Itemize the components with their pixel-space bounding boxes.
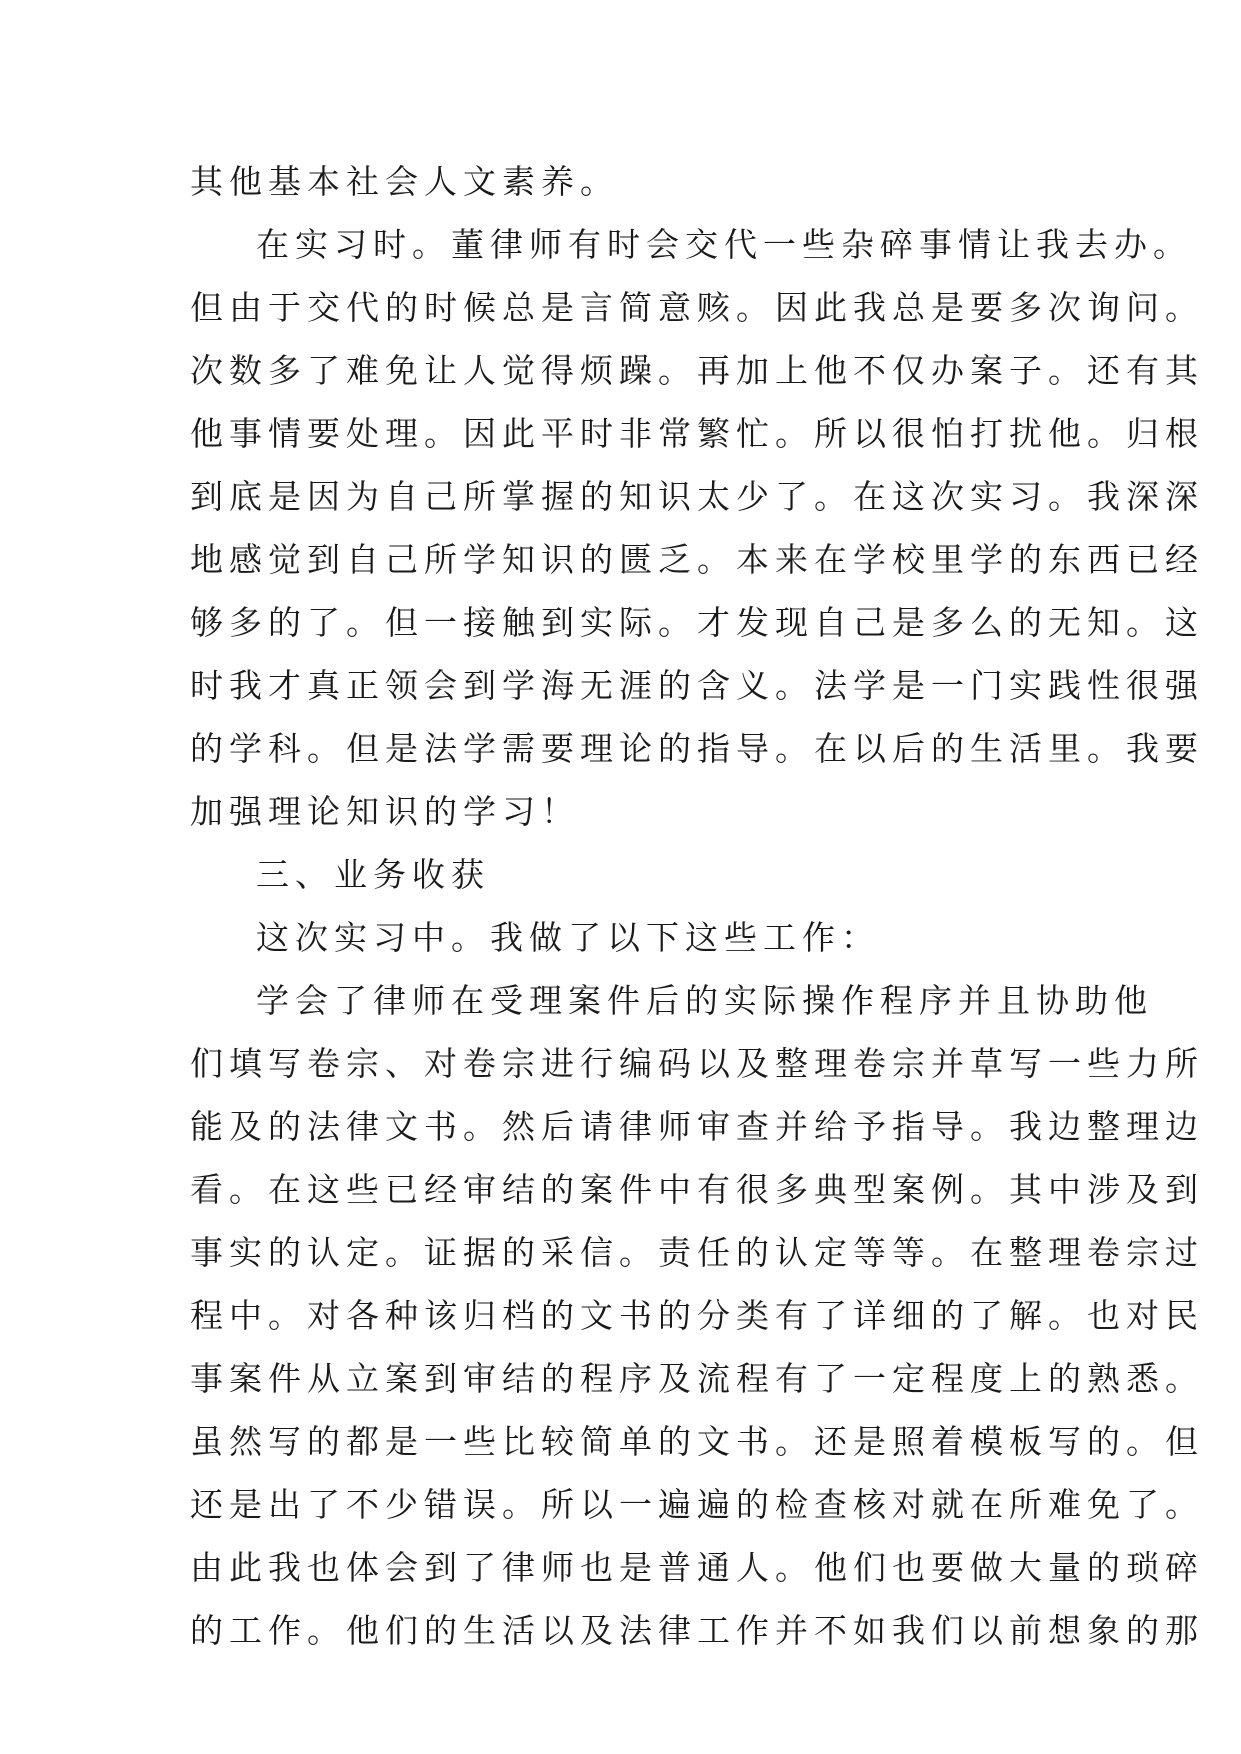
text-line: 由此我也体会到了律师也是普通人。他们也要做大量的琐碎 (190, 1548, 1204, 1587)
text-line: 地感觉到自己所学知识的匮乏。本来在学校里学的东西已经 (190, 540, 1204, 579)
body-text (190, 150, 1204, 1662)
text-line: 虽然写的都是一些比较简单的文书。还是照着模板写的。但 (190, 1422, 1204, 1461)
paragraph-start-line: 学会了律师在受理案件后的实际操作程序并且协助他 (256, 981, 1153, 1020)
text-line: 够多的了。但一接触到实际。才发现自己是多么的无知。这 (190, 603, 1204, 642)
text-line: 程中。对各种该归档的文书的分类有了详细的了解。也对民 (190, 1296, 1204, 1335)
paragraph-start-line: 这次实习中。我做了以下这些工作： (256, 918, 880, 957)
text-line: 能及的法律文书。然后请律师审查并给予指导。我边整理边 (190, 1107, 1204, 1146)
text-line: 时我才真正领会到学海无涯的含义。法学是一门实践性很强 (190, 666, 1204, 705)
paragraph-start-line: 在实习时。董律师有时会交代一些杂碎事情让我去办。 (256, 225, 1192, 264)
text-line: 其他基本社会人文素养。 (190, 162, 619, 201)
text-line: 的工作。他们的生活以及法律工作并不如我们以前想象的那 (190, 1611, 1204, 1650)
text-line: 但由于交代的时候总是言简意赅。因此我总是要多次询问。 (190, 288, 1204, 327)
text-line: 加强理论知识的学习！ (190, 792, 580, 831)
text-line: 事案件从立案到审结的程序及流程有了一定程度上的熟悉。 (190, 1359, 1204, 1398)
text-line: 还是出了不少错误。所以一遍遍的检查核对就在所难免了。 (190, 1485, 1204, 1524)
text-line: 的学科。但是法学需要理论的指导。在以后的生活里。我要 (190, 729, 1204, 768)
text-line: 们填写卷宗、对卷宗进行编码以及整理卷宗并草写一些力所 (190, 1044, 1204, 1083)
text-line: 到底是因为自己所掌握的知识太少了。在这次实习。我深深 (190, 477, 1204, 516)
text-line: 次数多了难免让人觉得烦躁。再加上他不仅办案子。还有其 (190, 351, 1204, 390)
section-heading: 三、业务收获 (256, 855, 490, 894)
text-line: 看。在这些已经审结的案件中有很多典型案例。其中涉及到 (190, 1170, 1204, 1209)
text-line: 事实的认定。证据的采信。责任的认定等等。在整理卷宗过 (190, 1233, 1204, 1272)
text-line: 他事情要处理。因此平时非常繁忙。所以很怕打扰他。归根 (190, 414, 1204, 453)
